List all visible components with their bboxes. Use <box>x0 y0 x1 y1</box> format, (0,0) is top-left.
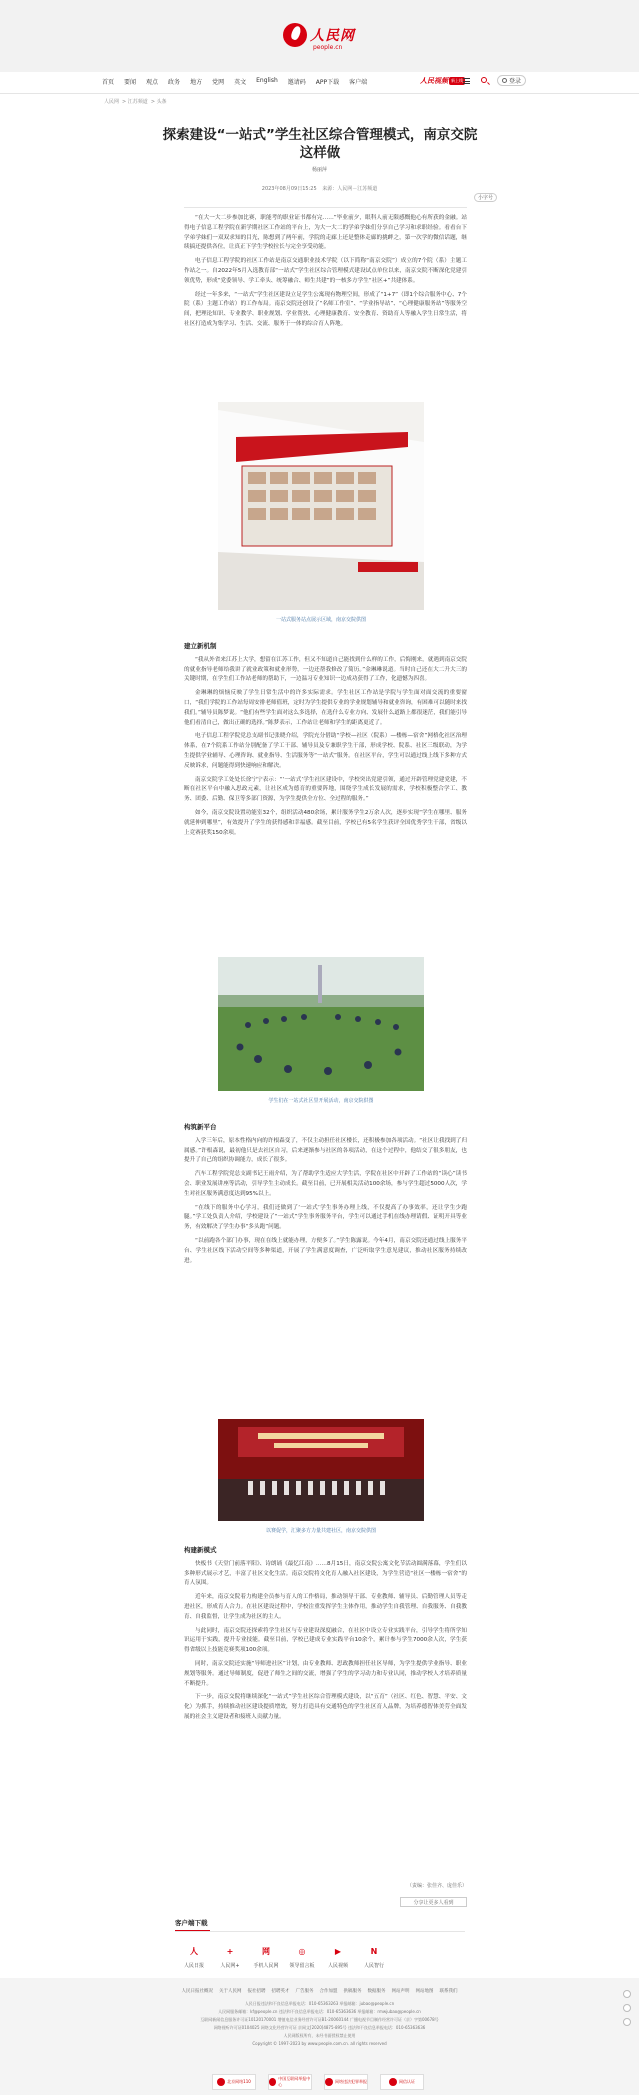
article-meta <box>0 185 639 192</box>
zhixing-icon: N <box>370 1946 378 1956</box>
nav-item[interactable]: English <box>256 77 278 84</box>
nav-item[interactable]: 英文 <box>234 79 247 86</box>
paragraph: 电子信息工程学院的社区工作站是南京交通职业技术学院（以下简称“南京交院”）成立的7个院（系）主题工作站之一。自2022年5月入选教育部“一站式”学生社区综合管理模式建设试点单位以来，南京交院不断深化党建引领优势，形成“党委领导、学工牵头、统筹融合、师生共建”的一核多方学生“社区+”共建体系。 <box>184 258 467 284</box>
article-photo <box>218 957 424 1091</box>
paragraph: 南京交院学工处处长徐宁宁表示：“‘一站式’学生社区建设中，学校突出党建引领，通过开辟管理党建党建，不断在社区平台中融入思政元素，让社区成为德育的重要阵地，围绕学生成长发展的需求，学校积极整合学工、教务、团委、后勤、保卫等多部门资源，为学生提供全方位、全过程的服务。” <box>184 776 467 803</box>
client-heading: 客户端下载 <box>175 1918 210 1932</box>
footer-badge[interactable] <box>212 2074 256 2090</box>
figure-caption: 学生们在一站式社区里开展活动，南京交院供图 <box>268 1098 374 1104</box>
article-figure <box>218 1419 424 1534</box>
divider <box>175 1931 465 1932</box>
paragraph: 与此同时，南京交院还探索将学生社区与专业建设深度融合，在社区中设立专业实践平台，引导学生将所学知识运用于实践，提升专业技能。截至目前，学校已建成专业实践平台10余个，累计参与学生7000余人次，学生获得省级以上技能竞赛奖项100余项。 <box>184 1627 467 1654</box>
header-bar <box>0 0 639 72</box>
paragraph: 电子信息工程学院党总支副书记张晓介绍，学院充分借助“学校—社区（院系）—楼栋—宿舍”网格化社区治理体系，在7个院系工作站分别配备了学工干部、辅导员及专兼职学生干部，形成学校、院系、社区三级联动，为学生提供学业辅导、心理咨询、就业指导、生活服务等“一站式”服务。在社区平台，学生可以通过线上线下多种方式反映诉求，问题能得到快速响应和解决。 <box>184 733 467 769</box>
footer-link[interactable]: 合作加盟 <box>319 1989 338 1994</box>
breadcrumb: 人民网 > 江苏频道 > 头条 <box>104 99 167 105</box>
article-body-part-3 <box>184 1117 467 1270</box>
breadcrumb-item[interactable]: 人民网 <box>104 99 120 105</box>
nav-item[interactable]: APP下载 <box>315 79 340 86</box>
footer-badge[interactable] <box>268 2074 312 2090</box>
app-label: 领导留言板 <box>289 1963 315 1969</box>
article-figure <box>218 402 424 623</box>
paragraph: 快板书《天堂门前落平阳》、诗朗诵《最忆江南》……8月15日，南京交院公寓文化节活动圆满落幕，学生们以多种形式展示才艺，丰富了社区文化生活。南京交院将文化育人融入社区建设，为学生营造“社区一楼栋一宿舍”的育人氛围。 <box>184 1560 467 1587</box>
mobile-people-icon: 网 <box>262 1946 270 1956</box>
logo-text: 人民网 <box>310 28 355 44</box>
footer-link[interactable]: 数据服务 <box>367 1989 386 1994</box>
wechat-share-icon[interactable] <box>623 1990 631 1998</box>
paragraph: 汽车工程学院党总支副书记王雨介绍，为了帮助学生适应大学生活，学院在社区中开辟了工作站的“读心”读书会、职业发展讲座等活动，引导学生主动成长。截至目前，已开展相关活动100余场，参与学生超过5000人次，学生对社区服务满意度达到95%以上。 <box>184 1171 467 1197</box>
footer-link[interactable]: 报社招聘 <box>247 1989 266 1994</box>
app-label: 手机人民网 <box>253 1963 279 1969</box>
figure-caption: 以赛促学，汇聚多方力量共建社区，南京交院供图 <box>265 1528 376 1534</box>
footer-line: Copyright © 1997-2023 by www.people.com.cn. all rights reserved <box>252 2041 387 2046</box>
article-body-part-2 <box>184 636 467 842</box>
nav-item[interactable]: 首页 <box>102 79 115 86</box>
footer-link[interactable]: 供稿服务 <box>343 1989 362 1994</box>
article-title: 探索建设“一站式”学生社区综合管理模式，南京交院这样做 <box>162 127 478 161</box>
share-button[interactable] <box>400 1897 467 1907</box>
nav-item[interactable]: 邀请码 <box>287 79 306 86</box>
login-label: 登录 <box>509 78 522 85</box>
new-badge: 新上线 <box>451 77 463 83</box>
paragraph: “在线下的服务中心学习，我们还做到了‘一站式’学生事务办理上线，不仅提高了办事效率，还让学生少跑腿。”学工处负责人介绍，学校建设了“一站式”学生事务服务平台，学生可以通过手机在线办理请假、证明开具等业务，有效解决了学生办事“多头跑”问题。 <box>184 1204 467 1231</box>
badge-icon <box>217 2078 225 2086</box>
nav-item[interactable]: 客户端 <box>349 79 368 86</box>
paragraph: 近年来，南京交院着力构建全员参与育人的工作格局，推动领导干部、专业教师、辅导员、后勤管理人员等走进社区，形成育人合力。在社区建设过程中，学校注重发挥学生主体作用，推动学生自我管理、自我服务、自我教育、自我监督，让学生成为社区的主人。 <box>184 1594 467 1620</box>
nav-item[interactable]: 地方 <box>190 79 203 86</box>
breadcrumb-item[interactable]: 头条 <box>156 99 167 105</box>
section-heading: 建立新机制 <box>184 642 217 650</box>
people-logo[interactable] <box>283 22 357 54</box>
app-label: 人民智行 <box>363 1963 384 1969</box>
section-heading: 构建新模式 <box>184 1546 217 1554</box>
footer-line: 人民网服务邮箱：kf@people.cn 违法和不良信息举报电话：010-65363636 举报邮箱：rmwjubao@people.cn <box>218 2009 421 2014</box>
article-photo <box>218 1419 424 1521</box>
article-figure <box>218 957 424 1104</box>
article-source[interactable]: 来源：人民网－江苏频道 <box>322 186 378 192</box>
client-download-section <box>175 1918 465 1969</box>
play-icon: ▶ <box>334 1946 342 1956</box>
footer-link[interactable]: 网站地图 <box>415 1989 434 1994</box>
badge-label: 中国互联网举报中心 <box>278 2076 311 2087</box>
search-icon[interactable] <box>481 77 487 83</box>
nav-item[interactable]: 党网 <box>212 79 225 86</box>
paragraph: 入学三年后，原本性格内向的许根森变了，不仅主动担任社区楼长，还积极参加各项活动。“社区让我找到了归属感。”许根森说，最初他只是去社区自习，后来逐渐参与社区的各项活动，在这个过程中，他结交了很多朋友，也提升了自己的组织协调能力，成长了很多。 <box>184 1137 467 1164</box>
people-plus-icon: + <box>226 1946 234 1956</box>
app-people-video[interactable] <box>323 1944 353 1969</box>
app-message-board[interactable] <box>287 1944 317 1969</box>
article-author: 杨丽萍 <box>311 167 327 173</box>
paragraph: “在大一大二步参加比赛，职能考的职业证书都有完……”毕业前夕，眼科人前无限感慨他心有所获的金融。站得电子信息工程学院在新学期社区工作站的平台上，为大一大二的学弟学妹们分享自己学习和求职经验。看看台下学弟学妹们一双双求知的目光，陈想到了两年前，学院的走廊上还是整体走廊的挑衅之，第一次学的微信话题，继续搞还提供各位，让真正下学生学校拉长与完全享受功能。 <box>184 215 467 251</box>
user-icon <box>502 78 507 83</box>
people-video-label: 人民视频 <box>420 76 448 85</box>
site-footer <box>0 1978 639 2095</box>
footer-link[interactable]: 网站声明 <box>391 1989 410 1994</box>
app-people-daily[interactable] <box>179 1944 209 1969</box>
people-daily-icon: 人 <box>190 1946 198 1956</box>
paragraph: 下一步，南京交院将继续深化“一站式”学生社区综合管理模式建设，以“五育”（社区、红色、智慧、平安、文化）为抓手，持续推动社区建设提质增效，努力打造具有交通特色的学生社区育人品牌，为培养德智体美劳全面发展的社会主义建设者和接班人贡献力量。 <box>184 1694 467 1720</box>
section-heading: 构筑新平台 <box>184 1123 217 1131</box>
paragraph: 同时，南京交院还实施“导师进社区”计划，由专业教师、思政教师担任社区导师，为学生提供学业指导、职业规划等服务。通过导师制度，促进了师生之间的交流，增强了学生的学习动力和专业认同，推动学校人才培养质量不断提升。 <box>184 1660 467 1687</box>
app-mobile-people[interactable] <box>251 1944 281 1969</box>
footer-badge[interactable] <box>324 2074 368 2090</box>
people-video-link[interactable] <box>420 76 465 85</box>
figure-caption: 一站式服务站点展示区域，南京交院供图 <box>275 617 366 623</box>
floating-toolbar <box>623 1990 633 2026</box>
nav-item[interactable]: 要闻 <box>124 79 137 86</box>
menu-icon[interactable] <box>463 78 470 84</box>
paragraph: 经过一年多来，“一站式”学生社区建设立足学生公寓现有物理空间，形成了“1+7”（即1个综合服务中心、7个院（系）主题工作站）的工作布局。南京交院还创设了“名师工作室”、“学业指导站”、“心理健康服务站”等服务空间，把理论知识、专业教学、职业规划、学业帮扶、心理健康教育、安全教育、资助育人等融入学生日常生活，将社区打造成为集学习、生活、交流、服务于一体的综合育人阵地。 <box>184 291 467 327</box>
share-label: 分享让更多人看到 <box>413 1899 454 1906</box>
badge-label: 网络违法犯罪举报 <box>335 2079 367 2084</box>
app-label: 人民视频 <box>327 1963 348 1969</box>
divider <box>184 207 467 208</box>
badge-icon <box>325 2078 333 2086</box>
app-people-plus[interactable] <box>215 1944 245 1969</box>
publish-date: 2023年08月09日15:25 <box>261 186 317 192</box>
footer-link[interactable]: 招聘英才 <box>271 1989 290 1994</box>
app-people-zhixing[interactable] <box>359 1944 389 1969</box>
footer-line: 人民日报违法和不良信息举报电话：010-65363263 举报邮箱：jubao@people.cn <box>244 2001 395 2006</box>
footer-line: 人民网版权所有，未经书面授权禁止使用 <box>283 2033 356 2038</box>
badge-icon <box>269 2078 276 2086</box>
breadcrumb-item[interactable]: 江苏频道 <box>127 99 148 105</box>
article-photo <box>218 402 424 610</box>
article-body-part-4 <box>184 1540 467 1727</box>
app-label: 人民日报 <box>183 1963 204 1969</box>
small-font-label: 小字号 <box>478 195 494 201</box>
back-to-top-icon[interactable] <box>623 2018 631 2026</box>
article-body-part-1 <box>184 214 467 334</box>
weibo-share-icon[interactable] <box>623 2004 631 2012</box>
footer-link[interactable]: 广告服务 <box>295 1989 314 1994</box>
footer-badge[interactable] <box>380 2074 424 2090</box>
app-label: 人民网+ <box>220 1963 240 1969</box>
nav-item[interactable]: 观点 <box>146 79 159 86</box>
logo-subtext: people.cn <box>313 44 343 51</box>
footer-link[interactable]: 关于人民网 <box>219 1989 242 1994</box>
footer-link[interactable]: 联系我们 <box>439 1989 458 1994</box>
badge-icon <box>389 2078 397 2086</box>
main-nav <box>0 72 639 94</box>
footer-line: 网络视听许可证0104025 网络文化经营许可证 京网文[2020]4875-895号 违法和不良信息举报电话：010-65363636 <box>213 2025 426 2030</box>
nav-item[interactable]: 政务 <box>168 79 181 86</box>
message-board-icon: ◎ <box>298 1946 306 1956</box>
login-button[interactable] <box>497 75 526 86</box>
badge-label: 网信认证 <box>399 2079 415 2084</box>
logo-mark-icon <box>283 23 307 47</box>
paragraph: “以前跑各个部门办事，现在在线上就能办理，方便多了。”学生陈露说。今年4月，南京交院还通过线上服务平台、学生社区线下活动空间等多种渠道，开展了学生满意度调查，广泛听取学生意见建议，推动社区服务持续改进。 <box>184 1237 467 1264</box>
paragraph: 如今，南京交院设置功能室32个，组织活动480余场，累计服务学生2万余人次，逐步实现“学生在哪里、服务就延伸到哪里”，有效提升了学生的获得感和幸福感。截至目前，学校已有5名学生获评全国优秀学生干部，省级以上竞赛获奖150余项。 <box>184 809 467 836</box>
small-font-button[interactable] <box>474 193 497 202</box>
footer-link[interactable]: 人民日报社概况 <box>181 1989 213 1994</box>
badge-label: 北京网络110 <box>227 2079 251 2084</box>
paragraph: 金琳琳的烦恼反映了学生日常生活中的许多实际需求。学生社区工作站是学院与学生面对面交流的重要窗口，“我们学院的工作站每周安排老师值班，定时为学生提供专业的学业规划辅导和就业咨询，有困难可以随时来找我们。”辅导员陈梦说。“他们有些学生面对这么多选择，在选什么专业方向、发展什么道路上都很迷茫，我们能引导他们看清自己，做出正确的选择。”陈梦表示，工作站让老师和学生的距离更近了。 <box>184 690 467 726</box>
paragraph: “我从外省来江苏上大学，想留在江苏工作，但又不知道自己能找到什么样的工作，后悔刚来，就遇到南京交院的就业指导老师给我讲了就业政策和就业形势，一边还帮我修改了简历。”金琳琳说道。当时自己还在大二升大三的关键时期，在学生们工作站老师的帮助下，一边温习专业知识一边成功获得了工作，化遗憾为四喜。 <box>184 656 467 683</box>
footer-line: 互联网新闻信息服务许可证10120170001 增值电信业务经营许可证B1-20060144 广播电视节目制作经营许可证（京）字第00678号 <box>200 2017 439 2022</box>
editor-credit: （责编：张佳齐、庞佳乐） <box>406 1883 467 1889</box>
